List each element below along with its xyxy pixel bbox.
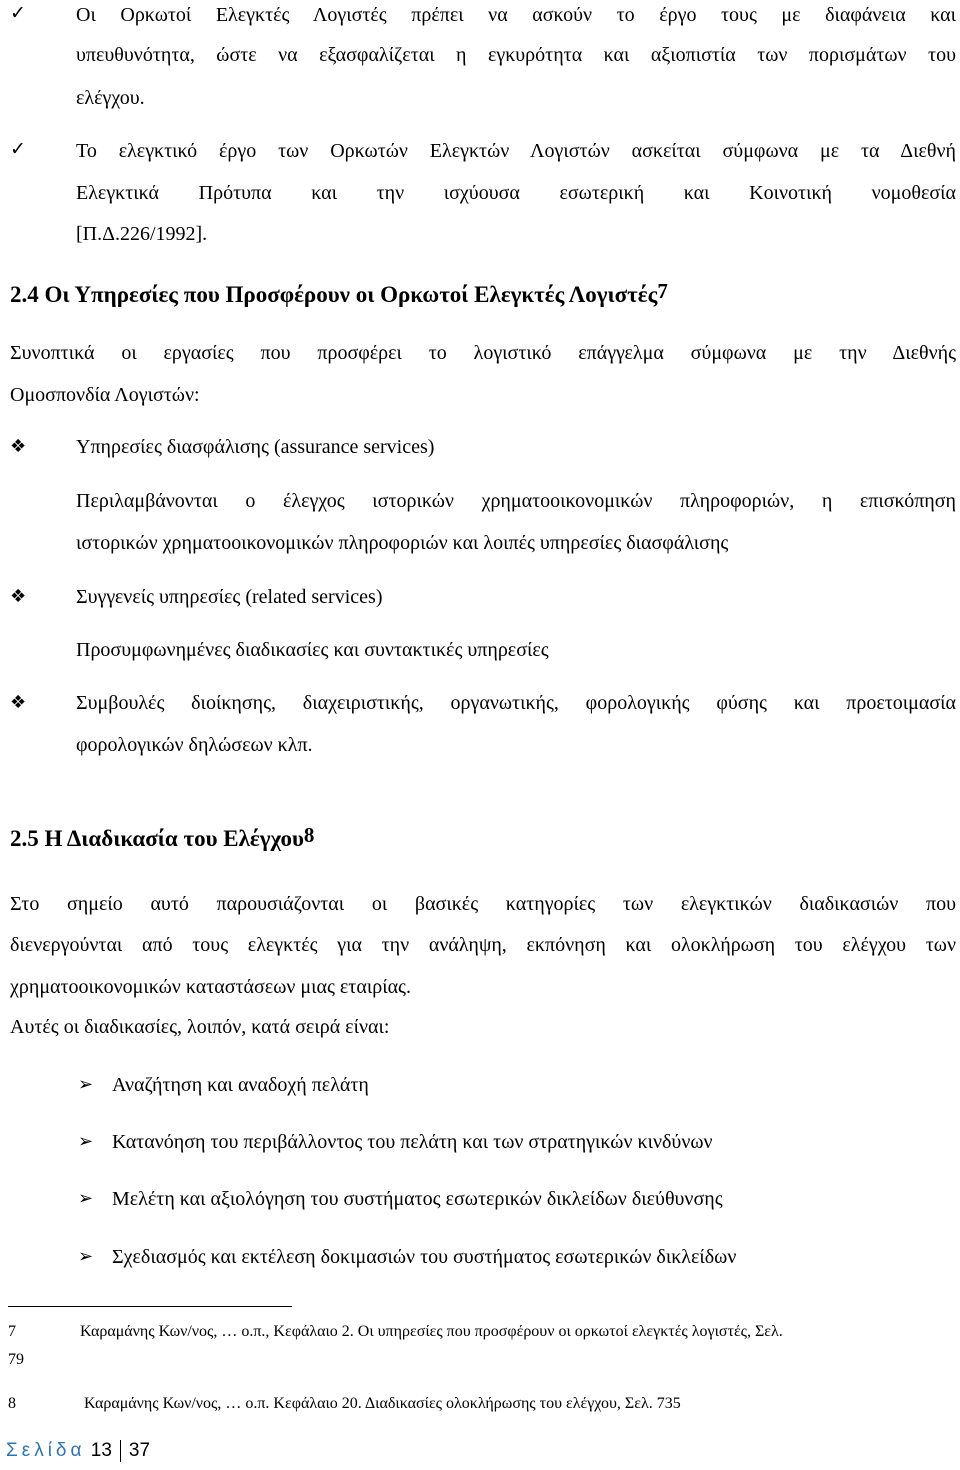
section-2-5-lead: Αυτές οι διαδικασίες, λοιπόν, κατά σειρά είναι:	[10, 1016, 390, 1038]
section-2-5-heading-text: 2.5 Η Διαδικασία του Ελέγχου	[10, 826, 304, 851]
procedure-step: Αναζήτηση και αναδοχή πελάτη	[112, 1074, 369, 1096]
footnote-7-number: 7	[8, 1323, 16, 1340]
footnote-8-number: 8	[8, 1395, 16, 1412]
bullet-2-line-3: [Π.Δ.226/1992].	[76, 223, 208, 245]
service-item-title: Συμβουλές διοίκησης, διαχειριστικής, οργανωτικής, φορολογικής φύσης και προετοιμασία	[76, 692, 956, 714]
bullet-2-line-2: Ελεγκτικά Πρότυπα και την ισχύουσα εσωτερική και Κοινοτική νομοθεσία	[76, 182, 956, 204]
page-footer	[6, 1440, 150, 1462]
checkmark-icon: ✓	[10, 2, 26, 24]
service-item-title: Υπηρεσίες διασφάλισης (assurance services)	[76, 436, 435, 458]
procedure-step: Μελέτη και αξιολόγηση του συστήματος εσωτερικών δικλείδων διεύθυνσης	[112, 1188, 723, 1210]
footnote-7-text: Καραμάνης Κων/νος, … ο.π., Κεφάλαιο 2. Οι υπηρεσίες που προσφέρουν οι ορκωτοί ελεγκτές λογιστές, Σελ.	[80, 1323, 783, 1340]
service-item-desc-line: ιστορικών χρηματοοικονομικών πληροφοριών και λοιπές υπηρεσίες διασφάλισης	[76, 532, 729, 554]
bullet-1-line-2: υπευθυνότητα, ώστε να εξασφαλίζεται η εγκυρότητα και αξιοπιστία των πορισμάτων του	[76, 44, 956, 66]
section-2-4-heading-text: 2.4 Οι Υπηρεσίες που Προσφέρουν οι Ορκωτοί Ελεγκτές Λογιστές	[10, 282, 658, 307]
service-item-desc-line: Περιλαμβάνονται ο έλεγχος ιστορικών χρηματοοικονομικών πληροφοριών, η επισκόπηση	[76, 490, 956, 512]
checkmark-icon: ✓	[10, 138, 26, 160]
arrowhead-bullet-icon: ➢	[78, 1074, 94, 1095]
bullet-1-line-3: ελέγχου.	[76, 87, 145, 109]
arrowhead-bullet-icon: ➢	[78, 1131, 94, 1152]
four-diamond-bullet-icon: ❖	[10, 436, 27, 457]
section-2-5-para-line-3: χρηματοοικονομικών καταστάσεων μιας εταιρίας.	[10, 976, 411, 998]
section-2-4-intro-line-1: Συνοπτικά οι εργασίες που προσφέρει το λογιστικό επάγγελμα σύμφωνα με την Διεθνής	[10, 342, 956, 364]
page-current: 13	[90, 1440, 112, 1462]
section-2-4-intro-line-2: Ομοσπονδία Λογιστών:	[10, 384, 200, 406]
footnote-8-text: Καραμάνης Κων/νος, … ο.π. Κεφάλαιο 20. Διαδικασίες ολοκλήρωσης του ελέγχου, Σελ. 735	[84, 1395, 681, 1412]
footnote-7-cont: 79	[8, 1351, 24, 1368]
arrowhead-bullet-icon: ➢	[78, 1246, 94, 1267]
section-2-5-heading	[10, 823, 315, 852]
page-divider	[120, 1440, 121, 1462]
service-item-title: Συγγενείς υπηρεσίες (related services)	[76, 586, 383, 608]
four-diamond-bullet-icon: ❖	[10, 586, 27, 607]
service-item-desc-line: Προσυμφωνημένες διαδικασίες και συντακτικές υπηρεσίες	[76, 639, 549, 661]
four-diamond-bullet-icon: ❖	[10, 692, 27, 713]
footnote-ref-8: 8	[303, 823, 315, 847]
procedure-step: Κατανόηση του περιβάλλοντος του πελάτη και των στρατηγικών κινδύνων	[112, 1131, 713, 1153]
procedure-step: Σχεδιασμός και εκτέλεση δοκιμασιών του συστήματος εσωτερικών δικλείδων	[112, 1246, 737, 1268]
section-2-5-para-line-2: διενεργούνται από τους ελεγκτές για την ανάληψη, εκπόνηση και ολοκλήρωση του ελέγχου των	[10, 934, 956, 956]
section-2-4-heading	[10, 279, 668, 308]
section-2-5-para-line-1: Στο σημείο αυτό παρουσιάζονται οι βασικές κατηγορίες των ελεγκτικών διαδικασιών που	[10, 893, 956, 915]
bullet-2-line-1: Το ελεγκτικό έργο των Ορκωτών Ελεγκτών Λογιστών ασκείται σύμφωνα με τα Διεθνή	[76, 140, 956, 162]
page-label: Σελίδα	[6, 1440, 86, 1462]
page-total: 37	[128, 1440, 151, 1462]
footnote-ref-7: 7	[657, 279, 668, 303]
service-item-title: φορολογικών δηλώσεων κλπ.	[76, 734, 313, 756]
arrowhead-bullet-icon: ➢	[78, 1188, 94, 1209]
bullet-1-line-1: Οι Ορκωτοί Ελεγκτές Λογιστές πρέπει να ασκούν το έργο τους με διαφάνεια και	[76, 4, 956, 26]
footnote-separator	[8, 1306, 292, 1307]
